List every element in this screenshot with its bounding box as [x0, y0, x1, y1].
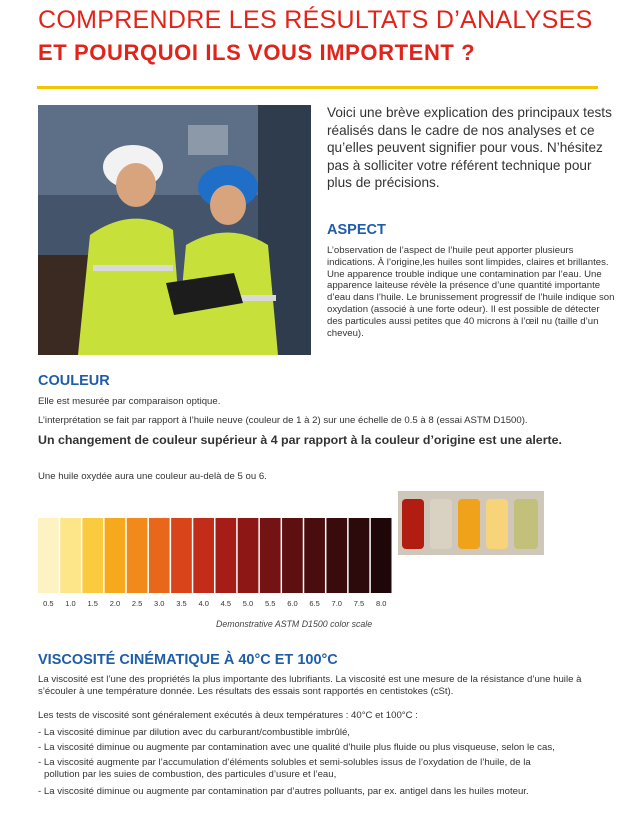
- astm-tick-label: 1.0: [65, 599, 76, 608]
- astm-tick-label: 1.5: [87, 599, 98, 608]
- astm-swatch-3.5: [171, 518, 192, 593]
- viscosite-heading: VISCOSITÉ CINÉMATIQUE À 40°C ET 100°C: [38, 652, 338, 668]
- astm-swatch-3.0: [149, 518, 170, 593]
- astm-tick-label: 6.5: [309, 599, 320, 608]
- astm-tick-label: 3.0: [154, 599, 165, 608]
- viscosite-p1: La viscosité est l’une des propriétés la plus importante des lubrifiants. La viscosité est une mesure de la résistance d’une huile à s’écouler à une température donnée. Les résultats des essais sont rapportés en centistokes (cSt).: [38, 674, 582, 697]
- astm-tick-label: 7.0: [331, 599, 342, 608]
- astm-swatch-7.0: [326, 518, 347, 593]
- aspect-heading: ASPECT: [327, 222, 386, 238]
- couleur-p3: Une huile oxydée aura une couleur au-delà de 5 ou 6.: [38, 471, 267, 482]
- astm-swatch-4.0: [193, 518, 214, 593]
- astm-swatch-5.5: [260, 518, 281, 593]
- astm-swatch-0.5: [38, 518, 59, 593]
- title-divider: [37, 86, 598, 89]
- viscosite-item-4: - La viscosité diminue ou augmente par contamination par d’autres polluants, par ex. antigel dans les huiles moteur.: [38, 786, 529, 797]
- viscosite-item-2: - La viscosité diminue ou augmente par contamination avec une qualité d’huile plus fluide ou plus visqueuse, selon le cas,: [38, 742, 555, 753]
- astm-scale-caption: Demonstrative ASTM D1500 color scale: [216, 619, 373, 629]
- astm-swatch-5.0: [238, 518, 259, 593]
- couleur-alert: Un changement de couleur supérieur à 4 par rapport à la couleur d’origine est une alerte.: [38, 433, 562, 447]
- astm-swatch-6.5: [304, 518, 325, 593]
- astm-swatch-4.5: [216, 518, 237, 593]
- astm-tick-label: 4.0: [198, 599, 209, 608]
- viscosite-p2: Les tests de viscosité sont généralement exécutés à deux températures : 40°C et 100°C :: [38, 710, 418, 721]
- workers-photo: [38, 105, 311, 355]
- astm-tick-label: 3.5: [176, 599, 187, 608]
- page-title-line2: ET POURQUOI ILS VOUS IMPORTENT ?: [38, 40, 476, 65]
- astm-tick-label: 5.5: [265, 599, 276, 608]
- astm-tick-label: 4.5: [220, 599, 232, 608]
- couleur-heading: COULEUR: [38, 373, 110, 389]
- viscosite-item-1: - La viscosité diminue par dilution avec du carburant/combustible imbrûlé,: [38, 727, 350, 738]
- astm-swatch-2.0: [105, 518, 126, 593]
- page-title-line1: COMPRENDRE LES RÉSULTATS D’ANALYSES: [38, 6, 593, 34]
- couleur-p1: Elle est mesurée par comparaison optique.: [38, 396, 221, 407]
- astm-tick-label: 2.0: [109, 599, 121, 608]
- astm-scale-ticks: [38, 596, 393, 608]
- aspect-body: L’observation de l’aspect de l’huile peut apporter plusieurs indications. À l’origine,les huiles sont limpides, claires et brillantes. Une apparence trouble indique une contamination par l’eau. Une apparence laiteuse révèle la présence d’une quantité importante d’eau dans l’huile. Le brunissement progressif de l’huile indique son oxydation (associé à une forte odeur). Il est possible de détecter des particules aussi petites que 40 microns à l’œil nu (taille d’un cheveu).: [327, 245, 615, 339]
- intro-text: Voici une brève explication des principaux tests réalisés dans le cadre de nos analyses et ce qu’elles peuvent signifier pour vous. N’hésitez pas à solliciter votre référent technique pour plus de précisions.: [327, 105, 612, 190]
- astm-swatch-1.0: [60, 518, 81, 593]
- astm-swatch-2.5: [127, 518, 148, 593]
- astm-swatch-8.0: [371, 518, 392, 593]
- astm-swatch-1.5: [82, 518, 103, 593]
- oil-vials-photo: [398, 491, 544, 555]
- couleur-p2: L’interprétation se fait par rapport à l’huile neuve (couleur de 1 à 2) sur une échelle de 0.5 à 8 (essai ASTM D1500).: [38, 415, 528, 426]
- astm-tick-label: 6.0: [287, 599, 298, 608]
- astm-tick-label: 0.5: [43, 599, 54, 608]
- astm-swatch-7.5: [349, 518, 370, 593]
- viscosite-item-3: - La viscosité augmente par l’accumulation d’éléments solubles et semi-solubles issus de l’oxydation de l’huile, de la: [38, 757, 531, 768]
- astm-tick-label: 7.5: [353, 599, 365, 608]
- astm-tick-label: 8.0: [375, 599, 387, 608]
- astm-tick-label: 5.0: [242, 599, 254, 608]
- astm-tick-label: 2.5: [131, 599, 143, 608]
- astm-color-scale: [38, 518, 393, 593]
- astm-swatch-6.0: [282, 518, 303, 593]
- viscosite-item-3-cont: pollution par les suies de combustion, des particules d’usure et l’eau,: [44, 769, 337, 780]
